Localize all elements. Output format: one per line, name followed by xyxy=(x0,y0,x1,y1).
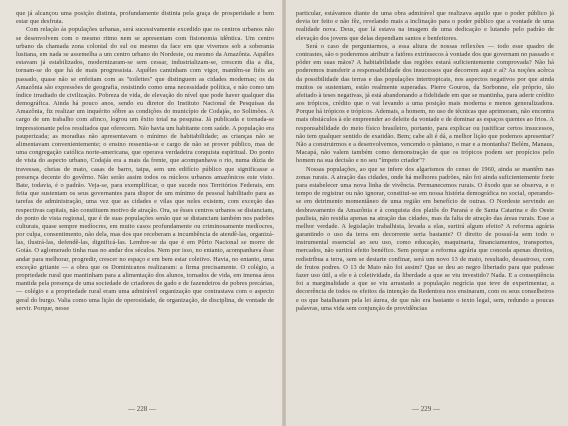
paragraph: particular, estávamos diante de uma obra admirável que realizava aquilo que o poder público já devia ter feito e não fêz, revelando mais a inclinação para o poder público que a vontade de uma realidade nova. Deus, que lá estava na imagem de uma dedicação e lutando pelo padrão de elevação dos jovens que delas dependiam santos e benfeitores. xyxy=(296,10,554,42)
right-page-text xyxy=(296,10,554,394)
page-number: — 228 — xyxy=(128,405,156,413)
paragraph: Nossas populações, ao que se infere dos algarismos do censo de 1960, ainda se mantêm nas zonas rurais. A atração das cidades, onde há melhores padrões, não foi ainda suficientemente forte para estabelecer uma nova linha de vivência. Permanecemos rurais. O êxodo que se observa, e o tempo de registrar ou não ignorar, constitui-se em nossa história demográfica no social, operando-se em detrimento momentâneo de uma região em benefício de outras. O Nordeste servindo ao desbravamento da Amazônia e à conquista dos platôs do Paraná e de Santa Catarina e do Oeste paulista, não residia apenas na atração das cidades, mas da falta de atração das áreas rurais. Esse a melhor verdade. A legislação trabalhista, levada a elas, surtirá algum efeito? A reforma agrária garantindo o uso da terra em decorrente seria bastante? O direito de possuí-la sem todo o instrumental essencial ao seu uso, como educação, maquinaria, financiamentos, transportes, mercados, não surtirá efeito benéfico. Sem porque a reforma agrária que conceda apenas direitos, redistribua a terra, sem se destarte confinar, será um novo 13 de maio, resultado, desastroso, com de frutos podres. O 13 de Maio não foi assim? Que se deu ao negro libertado para que pudesse fazer uso útil, a ele e à coletividade, da liberdade a que se viu investido? Nada. E a conseqüência foi a marginalidade a que se viu arrastado a população negrícia que teve de experimentar, a decorrência de todos os efeitos da intenção da Redentora nos ensinaram, com os seus conselheiros e os que batalharam pela lei áurea, de que não era bastante o texto legal, sem, redundo a poucas palavras, uma vida sem conjunção de providências xyxy=(296,165,554,312)
paragraph: Com relação às populações urbanas, será sucessivamente excedido que os centros urbanos não se desenvolvem com o mesmo ritmo nem se apresentam com fisionomia idêntica. Um centro urbano da chamada zona colonial do sul ou mesmo da face em que vivemos sob a soberania lusitana, em nada se assemelha a um centro urbano do Nordeste, ou mesmo da Amazônia. Aquêles estavam já estabilizados, modernizaram-se sem cessar, industrializam-se, crescem dia a dia, tornam-se do que há de mais progressista. Aquêles caminham com vigor, mantêm-se fiéis ao passado, quase não se enfeitam com as "toilettes" que distinguem as cidades modernas; os da Amazônia são expressões de geografia, resistindo como uma necessidade política, e não como um índice irradiado de civilização. Pobreza de vida, de elevação do nível que pode haver qualquer dia demográfica. Ainda há pouco anos, sendo eu diretor do Instituto Nacional de Pesquisas da Amazônia, fiz realizar um inquérito sôbre as condições do município de Codajás, no Solimões. A cargo de um trabalho com afinco, logrou um êxito total na pesquisa. Já publicada e tornada-se impressionante pelos resultados que oferecem. Não havia um habitante com saúde. A população era pauperizada; as moradias não apresentavam o mínimo de habitabilidade; as crianças não se alimentavam convenientemente; o ensino ressentia-se e cargo de não se prover público, mas de uma congregação católica norte-americana, que operava verdadeira conquista espiritual. Do ponto de vista do aspecto urbano, Codajás era a mais da frente, que acompanhava o rio, numa dúzia de travessas, cheias de mato, casas de barro, taipa, sem um edifício público que significasse a presença decente do govêrno. Não serão assim todos os núcleos urbanos amazônicos este visto. Bate, todavia, é o padrão. Veja-se, para exemplificar, o que sucede nos Territórios Federais, em feita que sustentam os seus governantes para dispor de um mínimo de pessoal habilitado para as tarefas de administração, uma vez que as cidades e vilas que neles existem, com exceção das respectivas capitais, não constituem motivo de atração. Ora, se êsses centros urbanos se distanciam, do ponto de vista regional, que é de suas populações senão que se distanciam também nos padrões culturais, quase sempre medíocres, em muito casos profundamente ou criminosamente medíocres, por culpa, consentimento, não dela, mas dos que receberam a incumbência de atendê-las, organizá-las, ilustrá-las, defendê-las, dignificá-las. Lembre-se da que é em Pôrto Nacional se morre de Goiás. O aglomerado tinha ruas no andar dos séculos. Nem por isso, no entanto, acompanhava êsse andar para melhorar, progredir, crescer no espaço e em bem estar coletivo. Havia, no entanto, uma exceção gritante — a obra que os Dominicanos realizaram: a firma precisamente. O colégio, a propriedade rural que mantinham para a alimentação dos alunos, tornados de vida, em imensa área mantida pela presença de uma sociedade de criadores de gado e de fazendeiros de pobres precárias, — colégio e a propriedade rural eram uma admirável organização que contrastava com o aspecto geral do burgo. Valia como uma lição de operosidade, de organização, de disciplina, de vontade de servir. Porque, nesse xyxy=(16,26,274,312)
page-number: — 229 — xyxy=(412,405,440,413)
paragraph: Será o caso de perguntarmos, a essa altura de nossas reflexões — todo esse quadro de contrastes, são o poderemos atribuir a fatôres extrínsecos à vontade dos que governam no passado e põder em suas mãos? A habitabilidade das regiões estará suficientemente comprovada? Não há poderemos transferir a responsabilidade dos insucessos que decorrem aqui e aí? As noções acêrca da possibilidade das terras e das populações intertropicais, nos aspectos negativos por que ainda muitos os sustentam, estão realmente superadas. Pierre Gourou, da Sorbonne, ele próprio, tão afeitado à teses negativas, já está abandonando a fidelidade em que se mantinha, para aderir crédito aos trópicos, crédito que o vai levando a uma posição mais moderna e menos generalizadora. Porque há trópicos e trópicos. Ademais, a homem, no uso de técnicas que aprimoram, não encontra mais obstáculos à ele empreender ao deleite da vontade e de dominar as espaços quentes ao frios. A responsabilidade do meio físico brasileiro, portanto, para explicar ou justificar certos insucessos, não tem qualquer sentido de exatidão. Bem; cabe ali é dá, a melhor lição que podemos apresentar? Não a construirmos e a desenvolvemos, vencendo o pântano, o mar e a montanha? Belém, Manaus, Macapá, não valem também como demonstração de que os trópicos podem ser propícios pelo homem na sua decisão e no seu "ímpeto criador"? xyxy=(296,42,554,165)
right-page xyxy=(284,0,568,426)
left-page-text xyxy=(16,10,274,394)
paragraph: que já alcançou uma posição distinta, profundamente distinta pela graça de prosperidade e bem estar que desfruta. xyxy=(16,10,274,26)
book-gutter xyxy=(282,0,286,426)
